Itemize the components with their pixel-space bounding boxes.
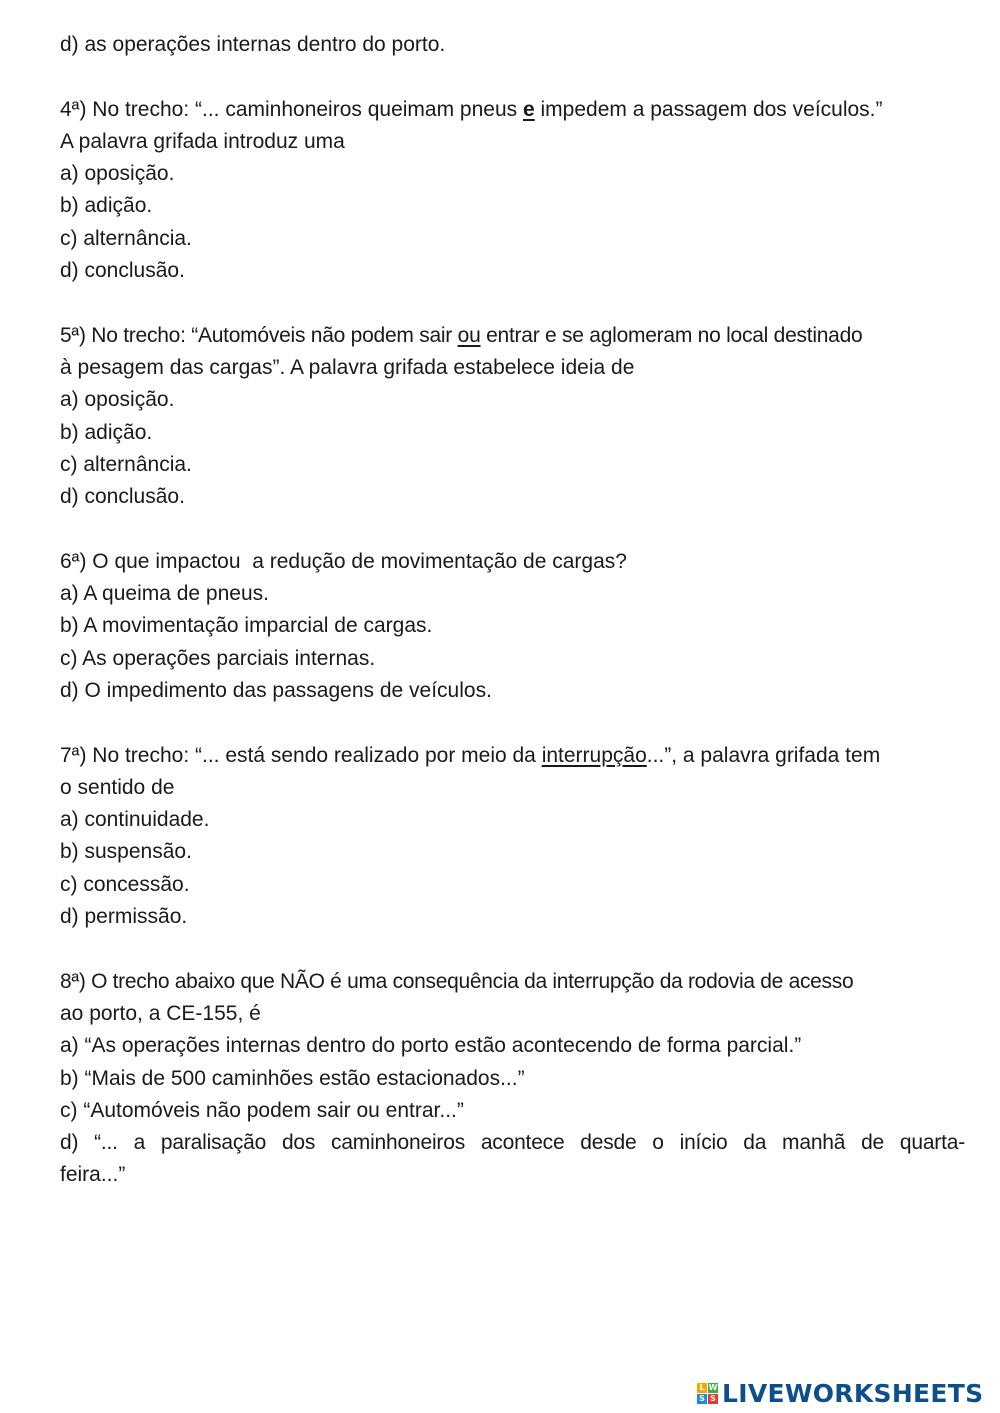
question-4 <box>60 94 965 288</box>
question-5 <box>60 320 965 514</box>
q7-option-a: a) continuidade. <box>60 808 210 832</box>
q5-stem: 5ª) No trecho: “Automóveis não podem sair ou entrar e se aglomeram no local destinado <box>60 323 863 347</box>
liveworksheets-watermark <box>697 1378 983 1408</box>
q5-option-d: d) conclusão. <box>60 485 185 509</box>
worksheet-page <box>60 29 965 1192</box>
q8-option-d-line2: feira...” <box>60 1163 126 1187</box>
q7-stem: 7ª) No trecho: “... está sendo realizado por meio da interrupção...”, a palavra grifada tem <box>60 743 881 767</box>
q3-option-d: d) as operações internas dentro do porto. <box>60 33 446 56</box>
q8-stem: 8ª) O trecho abaixo que NÃO é uma consequência da interrupção da rodovia de acesso <box>60 969 854 993</box>
q4-option-c: c) alternância. <box>60 226 192 250</box>
q6-stem: 6ª) O que impactou a redução de movimentação de cargas? <box>60 549 627 573</box>
q4-underlined-word: e <box>522 97 535 121</box>
q7-option-d: d) permissão. <box>60 905 188 929</box>
liveworksheets-logo-icon: L W S S <box>697 1383 718 1404</box>
q7-option-c: c) concessão. <box>60 872 190 896</box>
q8-option-c: c) “Automóveis não podem sair ou entrar...” <box>60 1098 464 1122</box>
q4-option-b: b) adição. <box>60 194 153 218</box>
q5-stem-line2: à pesagem das cargas”. A palavra grifada estabelece ideia de <box>60 355 635 379</box>
q6-option-b: b) A movimentação imparcial de cargas. <box>60 614 433 638</box>
question-6 <box>60 546 965 707</box>
q7-option-b: b) suspensão. <box>60 840 192 864</box>
question-8 <box>60 966 965 1192</box>
q8-stem-line2: ao porto, a CE-155, é <box>60 1001 261 1025</box>
q5-option-b: b) adição. <box>60 420 153 444</box>
q6-option-a: a) A queima de pneus. <box>60 582 269 606</box>
q6-option-c: c) As operações parciais internas. <box>60 646 376 670</box>
q4-stem-line2: A palavra grifada introduz uma <box>60 129 345 153</box>
liveworksheets-text: LIVEWORKSHEETS <box>722 1378 984 1408</box>
q5-option-c: c) alternância. <box>60 452 192 476</box>
q7-underlined-word: interrupção <box>541 743 647 767</box>
q4-stem: 4ª) No trecho: “... caminhoneiros queimam pneus e impedem a passagem dos veículos.” <box>60 97 883 121</box>
q5-option-a: a) oposição. <box>60 388 175 412</box>
q4-option-d: d) conclusão. <box>60 259 185 283</box>
question-7 <box>60 740 965 934</box>
q7-stem-line2: o sentido de <box>60 775 175 799</box>
q8-option-a: a) “As operações internas dentro do porto estão acontecendo de forma parcial.” <box>60 1034 802 1058</box>
q8-option-d: d) “... a paralisação dos caminhoneiros acontece desde o início da manhã de quarta- <box>60 1131 965 1155</box>
q4-option-a: a) oposição. <box>60 162 175 186</box>
q6-option-d: d) O impedimento das passagens de veículos. <box>60 678 492 702</box>
q8-option-b: b) “Mais de 500 caminhões estão estacionados...” <box>60 1066 525 1090</box>
q5-underlined-word: ou <box>457 323 481 347</box>
